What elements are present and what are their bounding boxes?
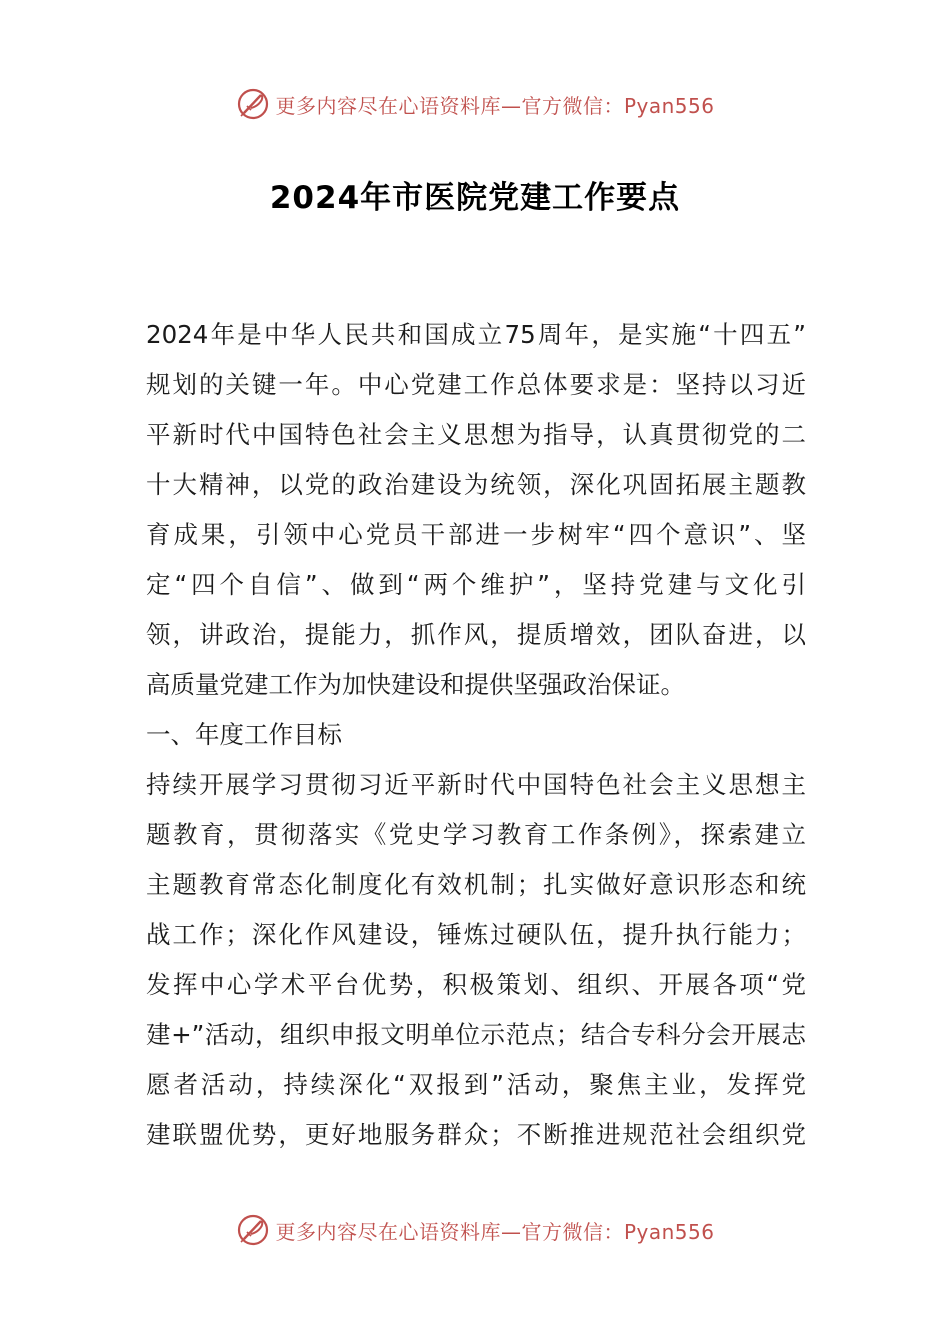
watermark-banner-top xyxy=(0,84,950,124)
body-line: 战工作；深化作风建设，锤炼过硬队伍，提升执行能力； xyxy=(146,920,806,949)
body-line: 育成果，引领中心党员干部进一步树牢“四个意识”、坚 xyxy=(146,520,806,549)
document-title: 2024年市医院党建工作要点 xyxy=(269,180,681,216)
body-line: 发挥中心学术平台优势，积极策划、组织、开展各项“党 xyxy=(146,970,806,999)
watermark-text: 更多内容尽在心语资料库—官方微信：Pyan556 xyxy=(275,93,715,118)
body-line: 高质量党建工作为加快建设和提供坚强政治保证。 xyxy=(146,670,685,699)
body-line: 建联盟优势，更好地服务群众；不断推进规范社会组织党 xyxy=(146,1120,806,1149)
body-line: 十大精神，以党的政治建设为统领，深化巩固拓展主题教 xyxy=(146,470,806,499)
body-line: 建+”活动，组织申报文明单位示范点；结合专科分会开展志 xyxy=(146,1020,806,1049)
body-line: 愿者活动，持续深化“双报到”活动，聚焦主业，发挥党 xyxy=(146,1070,806,1099)
body-line: 持续开展学习贯彻习近平新时代中国特色社会主义思想主 xyxy=(146,770,806,799)
watermark-text: 更多内容尽在心语资料库—官方微信：Pyan556 xyxy=(275,1219,715,1244)
section-heading: 一、年度工作目标 xyxy=(146,720,342,749)
body-line: 规划的关键一年。中心党建工作总体要求是：坚持以习近 xyxy=(146,370,806,399)
quill-logo-icon xyxy=(235,86,271,122)
body-line: 主题教育常态化制度化有效机制；扎实做好意识形态和统 xyxy=(146,870,806,899)
quill-logo-icon xyxy=(235,1212,271,1248)
body-line: 题教育，贯彻落实《党史学习教育工作条例》，探索建立 xyxy=(146,820,806,849)
body-line: 领，讲政治，提能力，抓作风，提质增效，团队奋进，以 xyxy=(146,620,806,649)
document-body xyxy=(146,310,806,1160)
body-line: 2024年是中华人民共和国成立75周年，是实施“十四五” xyxy=(146,320,806,349)
body-line: 平新时代中国特色社会主义思想为指导，认真贯彻党的二 xyxy=(146,420,806,449)
watermark-banner-bottom xyxy=(0,1210,950,1250)
body-line: 定“四个自信”、做到“两个维护”，坚持党建与文化引 xyxy=(146,570,806,599)
